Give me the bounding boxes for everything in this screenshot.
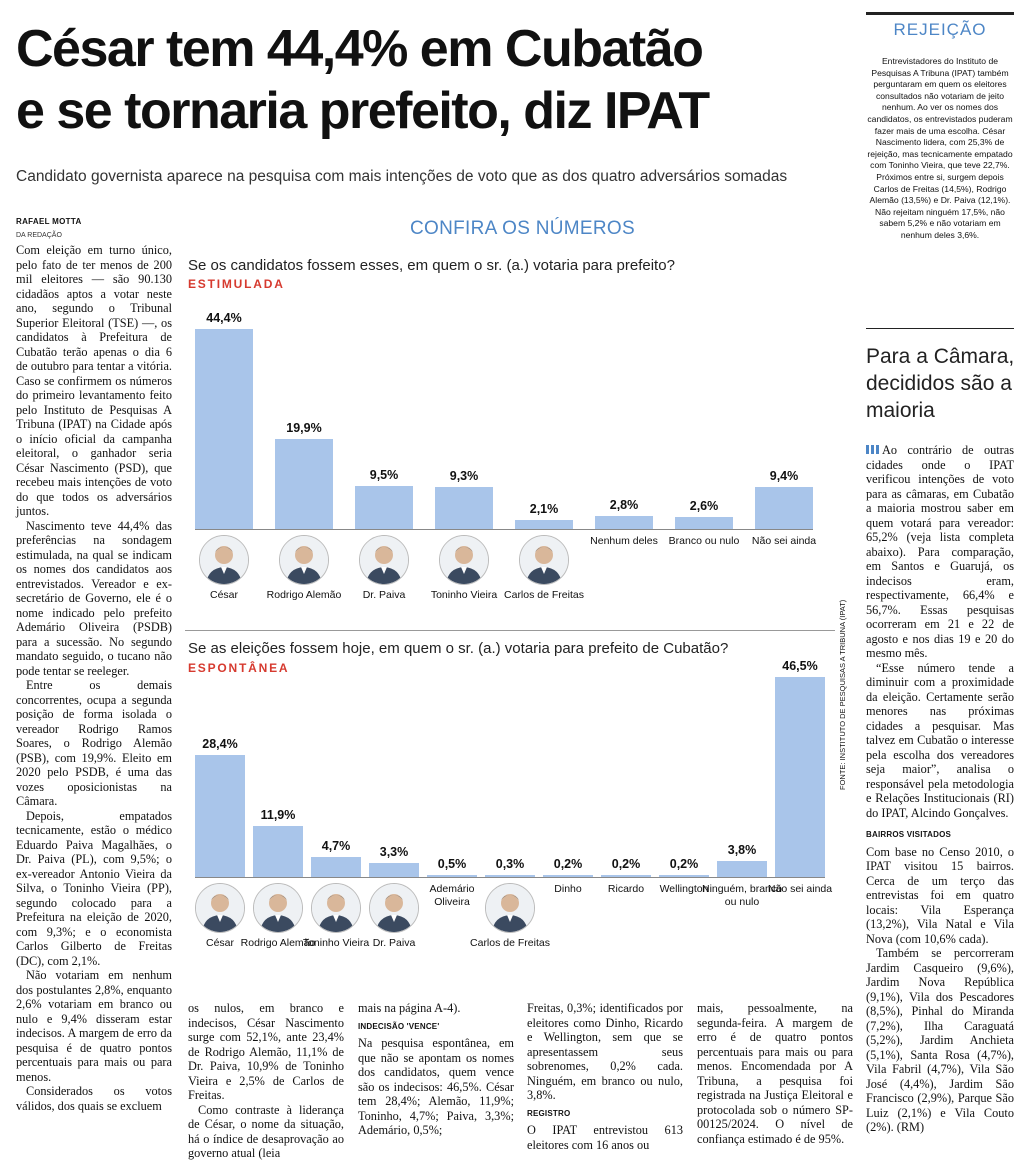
chart-bar bbox=[485, 875, 535, 877]
candidate-photo bbox=[199, 535, 249, 585]
chart2-tag: ESPONTÂNEA bbox=[188, 661, 290, 675]
chart-bar bbox=[355, 486, 413, 529]
subheading: BAIRROS VISITADOS bbox=[866, 830, 952, 839]
chart-bar bbox=[675, 517, 733, 529]
candidate-photo bbox=[359, 535, 409, 585]
chart-baseline bbox=[195, 529, 813, 530]
chart-category-label: Wellington bbox=[659, 883, 709, 895]
chart-value-label: 0,3% bbox=[495, 857, 525, 871]
sidebar-rule bbox=[866, 12, 1014, 15]
chart-value-label: 3,3% bbox=[379, 844, 409, 859]
paragraph: Depois, empatados tecnicamente, estão o médico Eduardo Paiva Magalhães, o Dr. Paiva (PL), com 9,5%; o ex-vereador Antonio Vieira da Silva, o Toninho Vieira (PP), segundo colocado para a Prefeitura na eleição de 2020, com 9,3%; e o economista Carlos Gilberto de Freitas (DC), com 2,1%. bbox=[16, 808, 172, 968]
chart-category-label: Rodrigo Alemão bbox=[266, 589, 342, 601]
paragraph: Com eleição em turno único, pelo fato de ter menos de 200 mil eleitores — são 90.130 cidadãos aptos a votar neste ano, segundo o Tribunal Superior Eleitoral (TSE) —, os candidatos à Prefeitura de Cubatão terão apenas o dia 6 de outubro para tentar a vitória. Caso se confirmem os números do primeiro levantamento feito pelo Instituto de Pesquisas A Tribuna (IPAT) na Cidade após o início oficial da campanha eleitoral, o ganhador seria César Nascimento (PSD), que recebeu mais intenções de voto do que todos os adversários juntos. bbox=[16, 243, 172, 518]
chart-bar bbox=[717, 861, 767, 877]
chart-value-label: 0,2% bbox=[669, 857, 699, 871]
chart-bar bbox=[595, 516, 653, 529]
chart-value-label: 2,1% bbox=[529, 501, 559, 516]
chart-bar bbox=[543, 875, 593, 877]
chart-category-label: Carlos de Freitas bbox=[504, 589, 584, 601]
paragraph: mais, pessoalmente, na segunda-feira. A margem de erro é de quatro pontos percentuais para mais ou para menos. Encomendada por A Tribuna, a pesquisa foi registrada na Justiça Eleitoral e protocolada sob o número SP-00125/2024. O nível de confiança estimado é de 95%. bbox=[697, 1001, 853, 1146]
paragraph: Com base no Censo 2010, o IPAT visitou 15 bairros. Cerca de um terço das entrevistas foi em quatro locais: Vila Esperança (13,2%), Vila Natal e Vila Nova (com 10,6% cada). bbox=[866, 844, 1014, 946]
chart-category-label: Rodrigo Alemão bbox=[240, 937, 316, 949]
subheading: INDECISÃO 'VENCE' bbox=[358, 1021, 440, 1031]
chart-bar bbox=[311, 857, 361, 877]
chart-bar bbox=[601, 875, 651, 877]
chart-value-label: 2,6% bbox=[689, 499, 719, 514]
chart-value-label: 11,9% bbox=[260, 807, 296, 822]
paragraph: Ao contrário de outras cidades onde o IPAT verificou intenções de voto para as câmaras, em Cubatão a maioria mostrou saber em quem votará para vereador: 65,2% (veja lista completa abaixo). Para comparação, em Santos e Guarujá, os indecisos eram, respectivamente, 66,4% e 56,7%. Essas pesquisas ocorreram em 21 e 22 de agosto e nos dias 19 e 20 do mesmo mês. bbox=[866, 443, 1014, 660]
chart-category-label: Ademário Oliveira bbox=[429, 883, 475, 908]
chart-bar bbox=[435, 487, 493, 529]
chart-value-label: 0,2% bbox=[611, 857, 641, 871]
paragraph: Entre os demais concorrentes, ocupa a segunda posição de forma isolada o vereador Rodrigo Ramos Soares, o Rodrigo Alemão (PSB), com 19,9%. Eleito em 2020 pelo PSDB, é uma das vozes oposicionistas na Câmara. bbox=[16, 678, 172, 808]
chart-value-label: 0,2% bbox=[553, 857, 583, 871]
paragraph: Na pesquisa espontânea, em que não se apontam os nomes dos candidatos, quem vence são os indecisos: 46,5%. César tem 28,4%; Alemão, 11,9%; Toninho, 4,7%; Paiva, 3,3%; Ademário, 0,5%; bbox=[358, 1036, 514, 1137]
byline-author: RAFAEL MOTTA bbox=[16, 217, 82, 226]
chart-divider bbox=[185, 630, 835, 631]
chart-value-label: 3,8% bbox=[727, 842, 757, 857]
chart-bar bbox=[427, 875, 477, 877]
candidate-photo bbox=[253, 883, 303, 933]
chart-value-label: 0,5% bbox=[437, 856, 467, 871]
rejeicao-text: Entrevistadores do Instituto de Pesquisas A Tribuna (IPAT) também perguntaram em quem os eleitores consultados não votariam de jeito nenhum. Ao ver os nomes dos candidatos, os entrevistados puderam fazer mais de uma escolha. César Nascimento lidera, com 25,3% de rejeição, mas tecnicamente empatado com Toninho Vieira, que teve 22,7%. Próximos entre si, surgem depois Carlos de Freitas (14,5%), Rodrigo Alemão (13,5%) e Dr. Paiva (12,1%). Não rejeitam ninguém 17,5%, não sabem 5,2% e não votariam em nenhum deles 3,6%. bbox=[867, 56, 1013, 240]
headline bbox=[16, 18, 856, 142]
headline-line-2: e se tornaria prefeito, diz IPAT bbox=[16, 82, 709, 140]
chart-category-label: César bbox=[209, 589, 238, 601]
chart-source: FONTE: INSTITUTO DE PESQUISAS A TRIBUNA (IPAT) bbox=[838, 599, 847, 790]
chart-value-label: 9,3% bbox=[449, 469, 479, 484]
chart-category-label: Não sei ainda bbox=[767, 883, 833, 895]
section-bullet-icon bbox=[866, 445, 880, 454]
candidate-photo bbox=[279, 535, 329, 585]
headline-line-1: César tem 44,4% em Cubatão bbox=[16, 20, 703, 78]
subheading: REGISTRO bbox=[527, 1108, 571, 1118]
subhead: Candidato governista aparece na pesquisa com mais intenções de voto que as dos quatro adversários somadas bbox=[16, 168, 788, 185]
paragraph: Nascimento teve 44,4% das preferências na sondagem estimulada, na qual se indicam os nomes dos candidatos aos entrevistados. Vereador e ex-secretário de Governo, ele é o nome indicado pelo prefeito Ademário Oliveira (PSDB) para a sucessão. No segundo mandato seguido, o tucano não pode tentar se reeleger. bbox=[16, 518, 172, 678]
chart-category-label: Dinho bbox=[554, 883, 582, 895]
chart-bar bbox=[195, 329, 253, 529]
chart-category-label: Dr. Paiva bbox=[372, 937, 416, 949]
paragraph: “Esse número tende a diminuir com a proximidade da eleição. Certamente serão menores nas próximas cidades a pesquisar. Mas talvez em Cubatão o interesse pela escolha dos vereadores seja maior”, analisa o responsável pela metodologia e Relações Institucionais (RI) do IPAT, Alcindo Gonçalves. bbox=[866, 660, 1014, 820]
paragraph: mais na página A-4). bbox=[358, 1001, 461, 1015]
chart-bar bbox=[195, 755, 245, 877]
chart-category-label: Toninho Vieira bbox=[302, 937, 370, 949]
sidebar-divider bbox=[866, 328, 1014, 329]
chart-value-label: 4,7% bbox=[321, 838, 351, 853]
chart-bar bbox=[775, 677, 825, 877]
chart-value-label: 9,5% bbox=[369, 468, 399, 483]
article-column-1 bbox=[16, 243, 172, 1113]
chart-category-label: Não sei ainda bbox=[751, 535, 817, 547]
article-column-3 bbox=[358, 1001, 514, 1138]
paragraph: Como contraste à liderança de César, o nome da situação, há o índice de desaprovação ao governo atual (leia bbox=[188, 1102, 344, 1160]
chart-category-label: Branco ou nulo bbox=[668, 535, 740, 547]
chart-value-label: 9,4% bbox=[769, 468, 799, 483]
camara-column bbox=[866, 443, 1014, 1135]
chart-estimulada bbox=[185, 295, 835, 625]
chart-value-label: 28,4% bbox=[202, 736, 238, 751]
paragraph: Também se percorreram Jardim Casqueiro (9,6%), Jardim Nova República (9,1%), Vila dos Pescadores (8,5%), Pinhal do Miranda (7,2%), Ilha Caraguatá (5,2%), Jardim Anchieta (5,1%), Santa Rosa (4,7%), Vila Fabril (4,7%), Vila São José (4,4%), Jardim São Francisco (2,9%), Parque São Luiz (2,1%) e Vila Couto (2%). (RM) bbox=[866, 946, 1014, 1134]
candidate-photo bbox=[439, 535, 489, 585]
rejeicao-title: REJEIÇÃO bbox=[893, 20, 987, 39]
chart-category-label: César bbox=[205, 937, 234, 949]
camara-heading: Para a Câmara, decididos são a maioria bbox=[866, 345, 1015, 422]
chart-category-label: Dr. Paiva bbox=[362, 589, 406, 601]
chart-bar bbox=[515, 520, 573, 529]
chart-value-label: 44,4% bbox=[206, 311, 242, 325]
chart-value-label: 2,8% bbox=[609, 498, 639, 513]
chart-category-label: Ricardo bbox=[607, 883, 645, 895]
chart-category-label: Carlos de Freitas bbox=[470, 937, 550, 949]
chart-bar bbox=[755, 487, 813, 529]
chart1-tag: ESTIMULADA bbox=[188, 277, 285, 291]
candidate-photo bbox=[519, 535, 569, 585]
article-column-5 bbox=[697, 1001, 853, 1146]
chart-bar bbox=[253, 826, 303, 877]
chart-espontanea bbox=[185, 660, 835, 990]
paragraph: Freitas, 0,3%; identificados por eleitores como Dinho, Ricardo e Wellington, sem que se apresentassem seus sobrenomes, 0,2% cada. Ninguém, em branco ou nulo, 3,8%. bbox=[527, 1001, 683, 1102]
paragraph: Considerados os votos válidos, dos quais se excluem bbox=[16, 1084, 172, 1113]
chart-category-label: Toninho Vieira bbox=[430, 589, 498, 601]
chart-baseline bbox=[195, 877, 825, 878]
chart-category-label: Nenhum deles bbox=[590, 535, 658, 547]
candidate-photo bbox=[195, 883, 245, 933]
chart-bar bbox=[369, 863, 419, 877]
byline-desk: DA REDAÇÃO bbox=[16, 232, 62, 239]
paragraph: Não votariam em nenhum dos postulantes 2,8%, enquanto 2,6% votariam em branco ou nulo e 9,4% disseram estar indecisos. A margem de erro da pesquisa é de quatro pontos percentuais para mais ou para menos. bbox=[16, 968, 172, 1084]
article-column-4 bbox=[527, 1001, 683, 1152]
chart-value-label: 19,9% bbox=[286, 421, 322, 436]
paragraph: os nulos, em branco e indecisos, César Nascimento surge com 52,1%, ante 23,4% de Rodrigo Alemão, 11,1% de Dr. Paiva, 10,9% de Toninho Vieira e 2,5% de Carlos de Freitas. bbox=[188, 1001, 344, 1102]
chart-title: CONFIRA OS NÚMEROS bbox=[410, 218, 635, 239]
chart-bar bbox=[659, 875, 709, 877]
chart-bar bbox=[275, 439, 333, 529]
chart-category-label: Ninguém, branco ou nulo bbox=[702, 883, 782, 908]
chart2-question: Se as eleições fossem hoje, em quem o sr. (a.) votaria para prefeito de Cubatão? bbox=[188, 640, 729, 657]
chart1-question: Se os candidatos fossem esses, em quem o sr. (a.) votaria para prefeito? bbox=[188, 257, 675, 274]
article-column-2 bbox=[188, 1001, 344, 1161]
chart-value-label: 46,5% bbox=[782, 659, 818, 673]
paragraph: O IPAT entrevistou 613 eleitores com 16 anos ou bbox=[527, 1123, 683, 1152]
candidate-photo bbox=[311, 883, 361, 933]
